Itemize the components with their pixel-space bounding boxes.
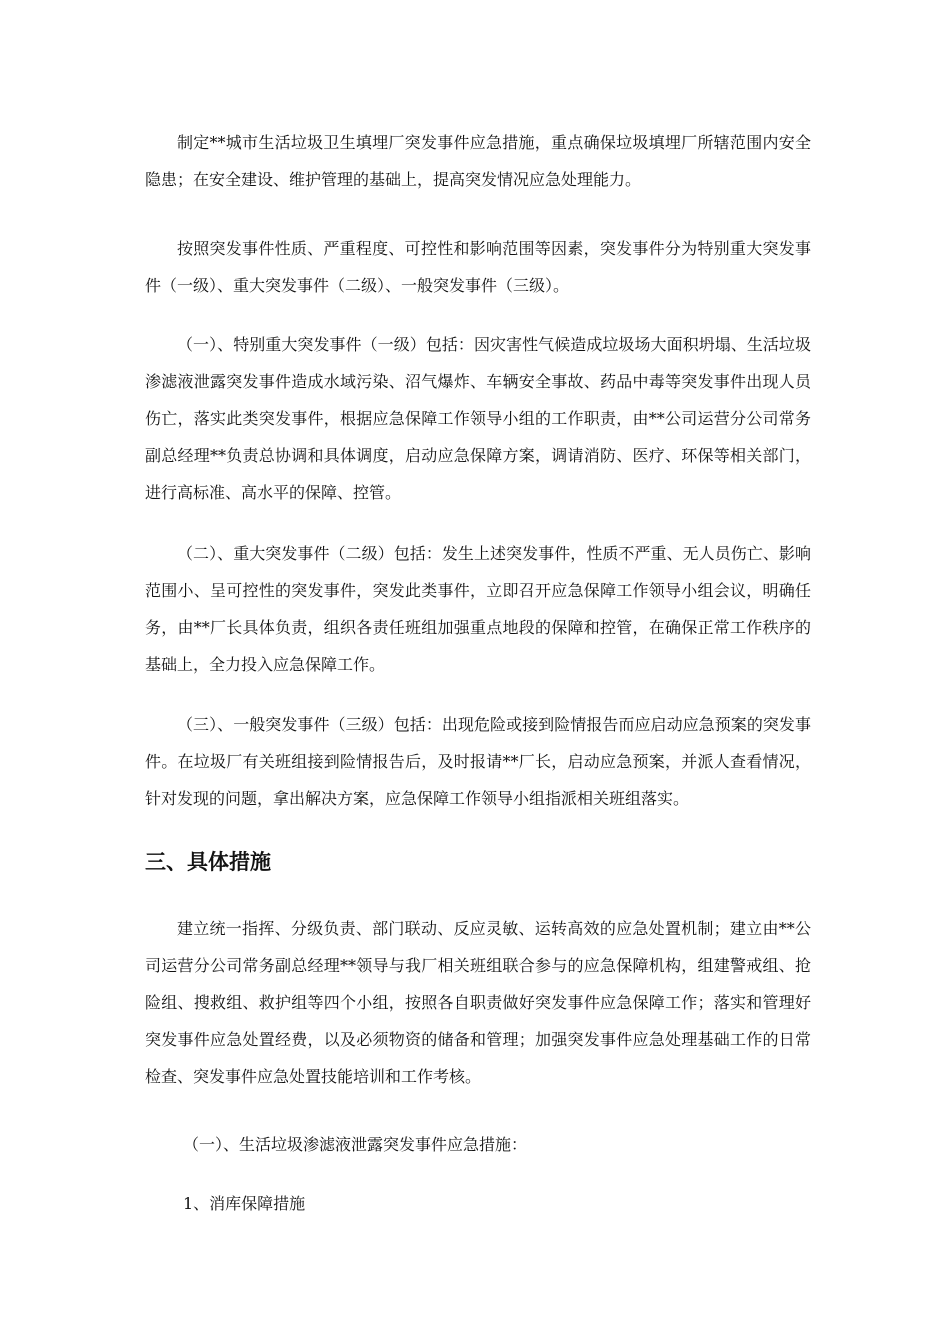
level-three-paragraph: （三）、一般突发事件（三级）包括：出现危险或接到险情报告而应启动应急预案的突发事件。在垃圾厂有关班组接到险情报告后，及时报请**厂长，启动应急预案，并派人查看情况，针对发现的问题，拿出解决方案，应急保障工作领导小组指派相关班组落实。 [145,715,811,808]
section-paragraph: 建立统一指挥、分级负责、部门联动、反应灵敏、运转高效的应急处置机制；建立由**公司运营分公司常务副总经理**领导与我厂相关班组联合参与的应急保障机构，组建警戒组、抢险组、搜救组、救护组等四个小组，按照各自职责做好突发事件应急保障工作；落实和管理好突发事件应急处置经费，以及必须物资的储备和管理；加强突发事件应急处理基础工作的日常检查、突发事件应急处置技能培训和工作考核。 [145,919,811,1086]
subheading-leachate: （一）、生活垃圾渗滤液泄露突发事件应急措施： [183,1135,528,1154]
intro-paragraph: 制定**城市生活垃圾卫生填埋厂突发事件应急措施，重点确保垃圾填埋厂所辖范围内安全隐患；在安全建设、维护管理的基础上，提高突发情况应急处理能力。 [145,133,811,189]
subheading-measures: 1、消库保障措施 [183,1194,306,1213]
level-one-paragraph: （一）、特别重大突发事件（一级）包括：因灾害性气候造成垃圾场大面积坍塌、生活垃圾渗滤液泄露突发事件造成水域污染、沼气爆炸、车辆安全事故、药品中毒等突发事件出现人员伤亡，落实此类突发事件，根据应急保障工作领导小组的工作职责，由**公司运营分公司常务副总经理**负责总协调和具体调度，启动应急保障方案，调请消防、医疗、环保等相关部门，进行高标准、高水平的保障、控管。 [145,335,811,502]
section-heading: 三、具体措施 [145,850,271,874]
level-two-paragraph: （二）、重大突发事件（二级）包括：发生上述突发事件，性质不严重、无人员伤亡、影响范围小、呈可控性的突发事件，突发此类事件，立即召开应急保障工作领导小组会议，明确任务，由**厂长具体负责，组织各责任班组加强重点地段的保障和控管，在确保正常工作秩序的基础上，全力投入应急保障工作。 [145,544,811,674]
classification-paragraph: 按照突发事件性质、严重程度、可控性和影响范围等因素，突发事件分为特别重大突发事件（一级）、重大突发事件（二级）、一般突发事件（三级）。 [145,239,811,295]
